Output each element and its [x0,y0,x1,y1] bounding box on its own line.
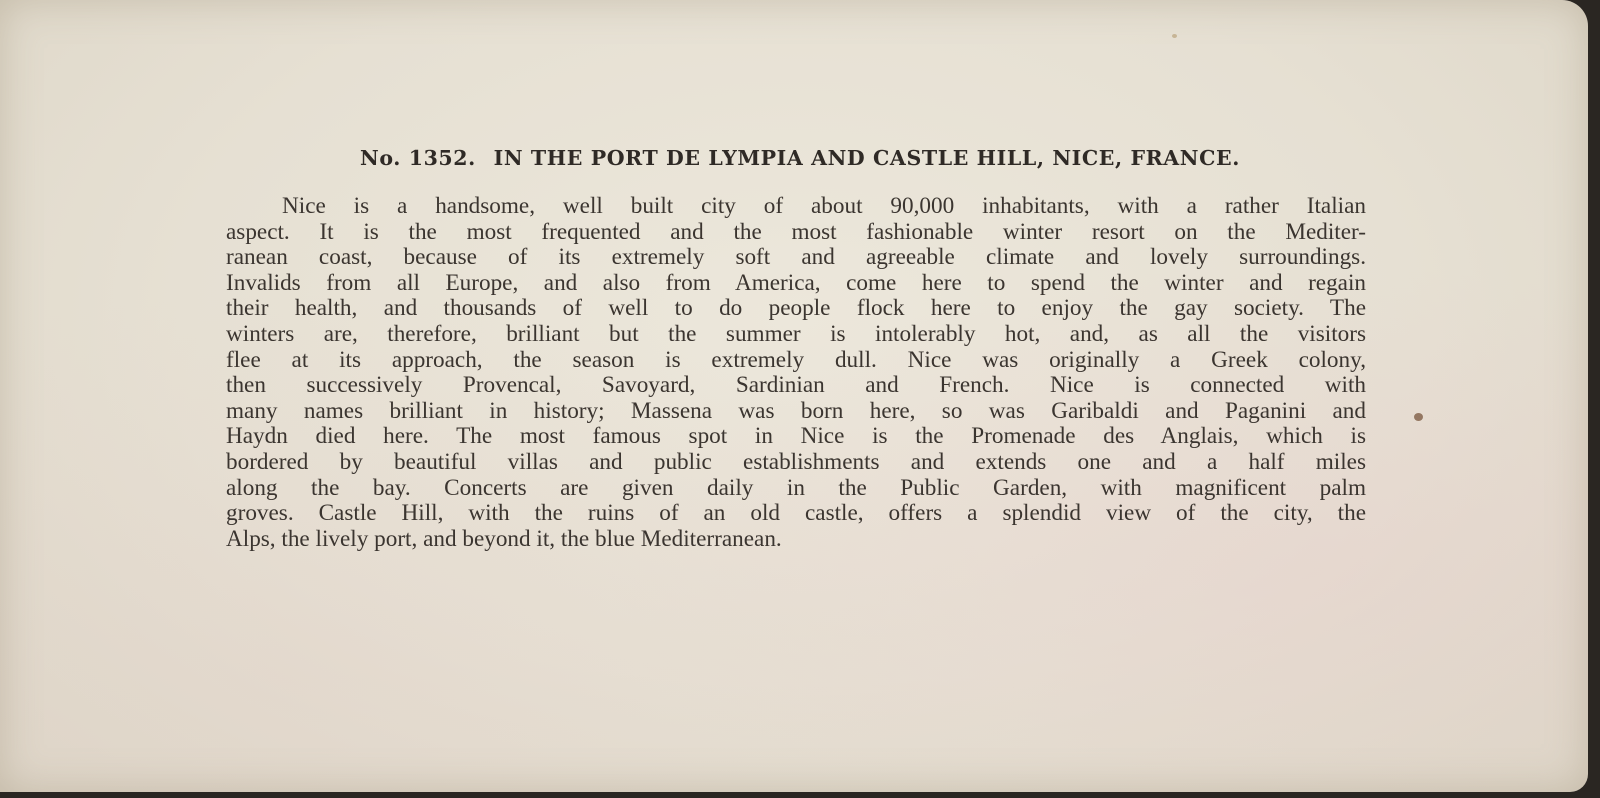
stain-mark [1414,413,1423,421]
card-heading [0,146,1600,170]
text-line: along the bay. Concerts are given daily in the Public Garden, with magnificent palm [226,474,1366,501]
text-line: Haydn died here. The most famous spot in Nice is the Promenade des Anglais, which is [226,423,1366,450]
text-line: aspect. It is the most frequented and the most fashionable winter resort on the Mediter- [226,218,1366,245]
text-line: many names brilliant in history; Massena was born here, so was Garibaldi and Paganini and [226,397,1366,424]
stain-mark [1172,34,1177,38]
text-line: bordered by beautiful villas and public establishments and extends one and a half miles [226,448,1366,475]
text-line: Nice is a handsome, well built city of about 90,000 inhabitants, with a rather Italian [282,193,1366,219]
text-line: groves. Castle Hill, with the ruins of an old castle, offers a splendid view of the city, the [226,500,1366,527]
text-line: winters are, therefore, brilliant but the summer is intolerably hot, and, as all the visitors [226,320,1366,347]
card-title: IN THE PORT DE LYMPIA AND CASTLE HILL, NICE, FRANCE. [493,146,1240,170]
description-text [226,194,1366,552]
text-line: Alps, the lively port, and beyond it, the blue Mediterranean. [226,525,782,552]
text-line: ranean coast, because of its extremely soft and agreeable climate and lovely surroundings. [226,244,1366,271]
text-line: Invalids from all Europe, and also from America, come here to spend the winter and regain [226,269,1366,296]
text-line: flee at its approach, the season is extremely dull. Nice was originally a Greek colony, [226,346,1366,373]
card-number: No. 1352. [359,146,476,170]
text-line: their health, and thousands of well to do people flock here to enjoy the gay society. The [226,295,1366,322]
text-line: then successively Provencal, Savoyard, Sardinian and French. Nice is connected with [226,372,1366,399]
